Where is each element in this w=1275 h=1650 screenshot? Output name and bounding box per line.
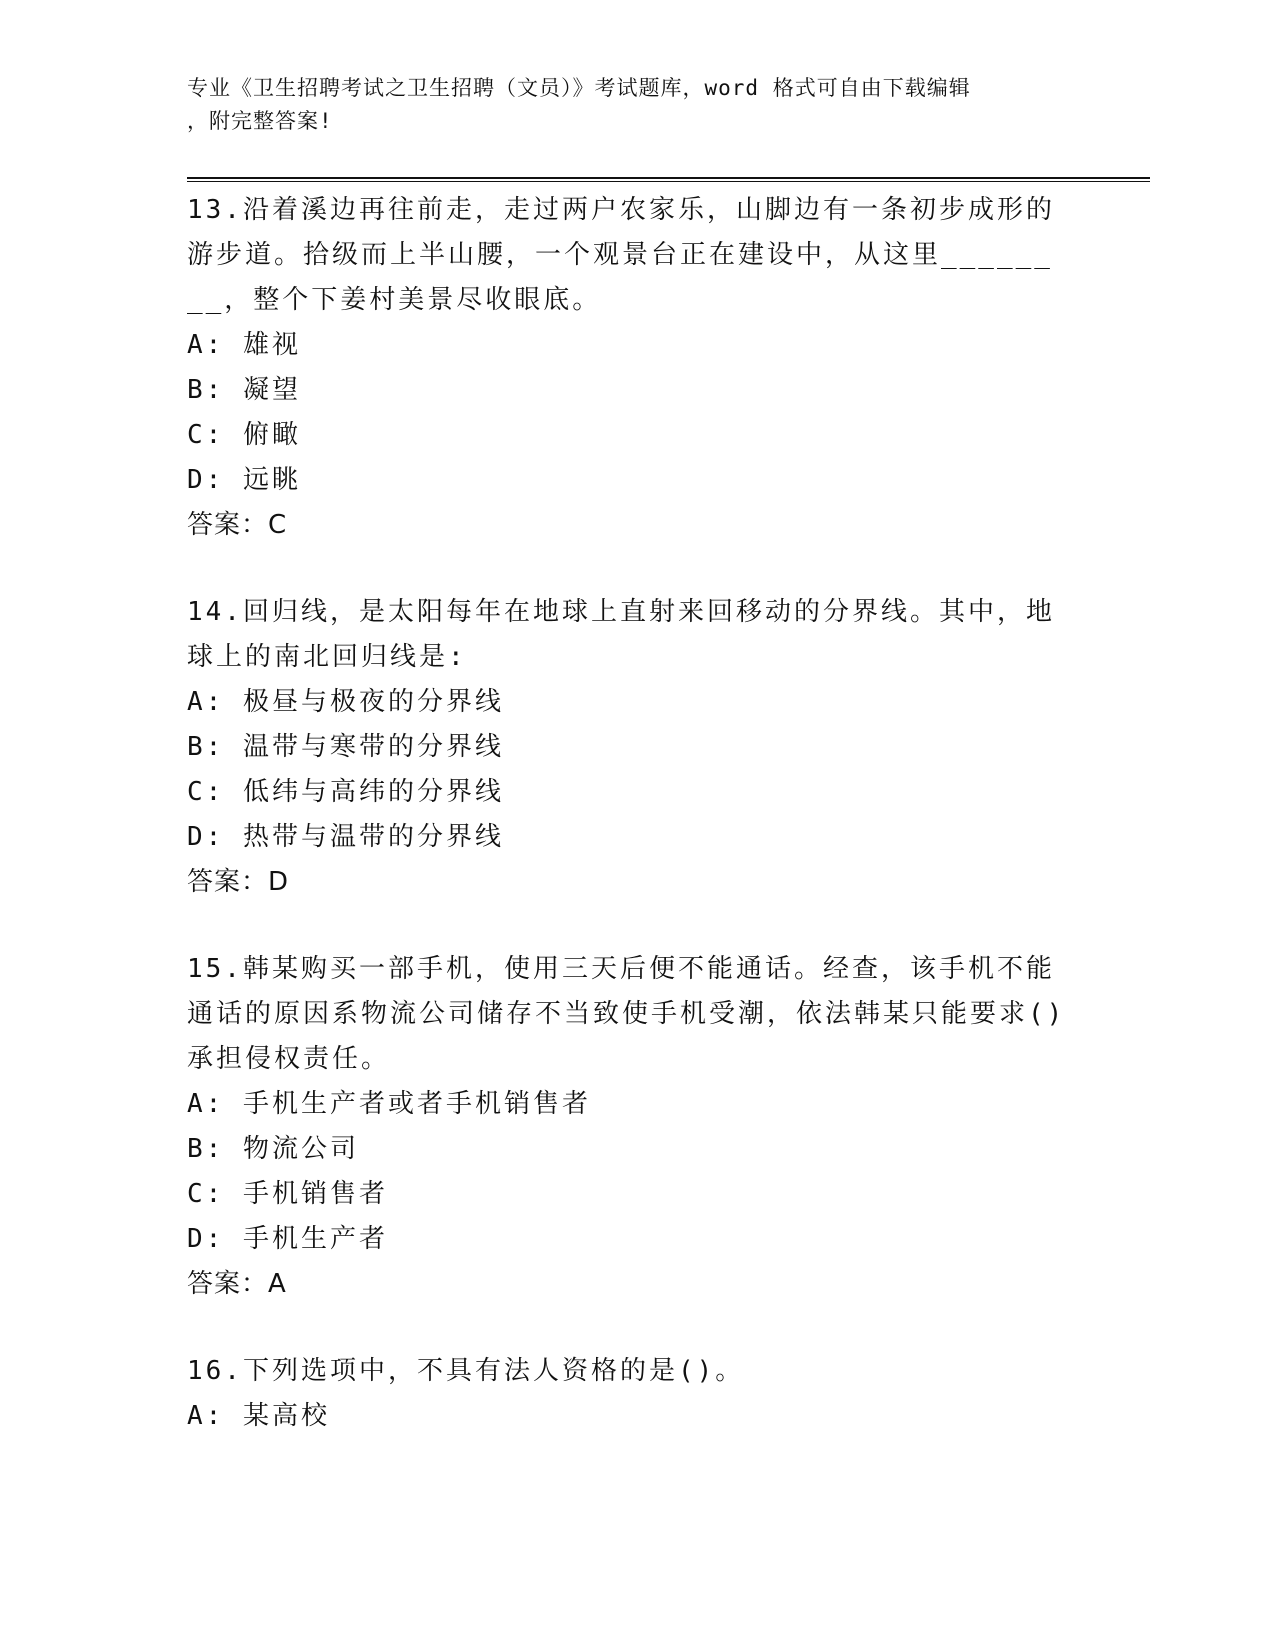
- question-list: [187, 188, 1087, 1481]
- header-divider: [187, 177, 1150, 182]
- option-d: D: 远眺: [187, 465, 301, 495]
- question-13: [187, 188, 1087, 548]
- question-15: [187, 947, 1087, 1307]
- option-a: A: 极昼与极夜的分界线: [187, 687, 504, 717]
- question-14: [187, 590, 1087, 905]
- option-a: A: 雄视: [187, 330, 301, 360]
- header-line-2: ，附完整答案!: [187, 109, 333, 133]
- option-b: B: 凝望: [187, 375, 301, 405]
- option-b: B: 物流公司: [187, 1134, 359, 1164]
- question-text: 13.沿着溪边再往前走，走过两户农家乐，山脚边有一条初步成形的游步道。拾级而上半山腰，一个观景台正在建设中，从这里________，整个下姜村美景尽收眼底。: [187, 195, 1055, 315]
- answer-line: 答案：C: [187, 510, 288, 540]
- option-c: C: 低纬与高纬的分界线: [187, 777, 504, 807]
- option-a: A: 手机生产者或者手机销售者: [187, 1089, 591, 1119]
- question-text: 16.下列选项中，不具有法人资格的是()。: [187, 1356, 745, 1386]
- option-d: D: 手机生产者: [187, 1224, 388, 1254]
- option-c: C: 手机销售者: [187, 1179, 388, 1209]
- answer-line: 答案：A: [187, 1269, 287, 1299]
- option-b: B: 温带与寒带的分界线: [187, 732, 504, 762]
- question-16: [187, 1349, 1087, 1439]
- option-d: D: 热带与温带的分界线: [187, 822, 504, 852]
- document-header: [187, 72, 1067, 138]
- header-line-1: 专业《卫生招聘考试之卫生招聘（文员）》考试题库，word 格式可自由下载编辑: [187, 76, 971, 100]
- question-text: 15.韩某购买一部手机，使用三天后便不能通话。经查，该手机不能通话的原因系物流公司储存不当致使手机受潮，依法韩某只能要求()承担侵权责任。: [187, 954, 1066, 1074]
- answer-line: 答案：D: [187, 867, 290, 897]
- option-a: A: 某高校: [187, 1401, 330, 1431]
- option-c: C: 俯瞰: [187, 420, 301, 450]
- question-text: 14.回归线，是太阳每年在地球上直射来回移动的分界线。其中，地球上的南北回归线是:: [187, 597, 1055, 672]
